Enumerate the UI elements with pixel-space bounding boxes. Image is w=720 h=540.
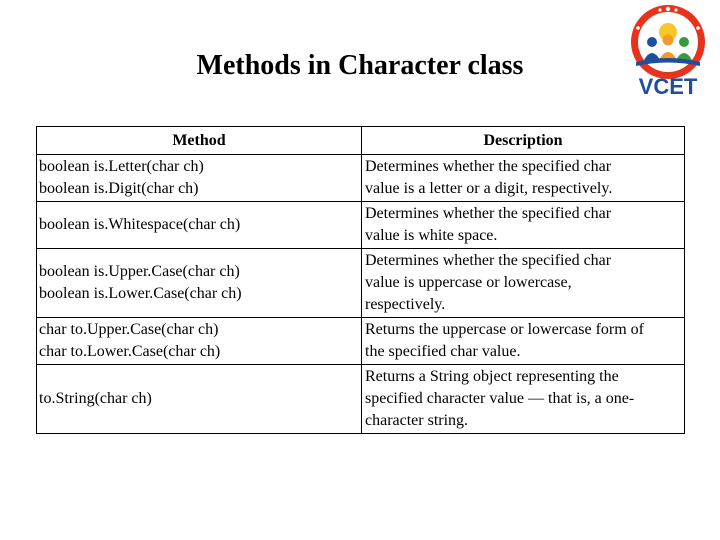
methods-table	[36, 126, 685, 434]
method-signature: to.String(char ch)	[39, 390, 152, 407]
method-cell	[37, 318, 362, 365]
slide-title: Methods in Character class	[196, 50, 524, 81]
table-row	[37, 365, 685, 434]
header-description: Description	[362, 127, 685, 155]
description-line: Determines whether the specified char	[365, 252, 612, 269]
method-cell	[37, 249, 362, 318]
method-cell	[37, 155, 362, 202]
description-cell	[362, 202, 685, 249]
method-signature: boolean is.Lower.Case(char ch)	[39, 285, 242, 302]
description-cell	[362, 155, 685, 202]
description-line: Determines whether the specified char	[365, 158, 612, 175]
description-line: Returns a String object representing the	[365, 368, 619, 385]
description-line: value is a letter or a digit, respectively.	[365, 180, 613, 197]
description-line: value is white space.	[365, 227, 498, 244]
description-line: Determines whether the specified char	[365, 205, 612, 222]
description-line: value is uppercase or lowercase,	[365, 274, 572, 291]
description-line: character string.	[365, 412, 469, 429]
description-line: respectively.	[365, 296, 446, 313]
method-signature: char to.Lower.Case(char ch)	[39, 343, 221, 360]
description-line: specified character value — that is, a one-	[365, 390, 635, 407]
method-cell	[37, 202, 362, 249]
table-row	[37, 202, 685, 249]
header-method: Method	[37, 127, 362, 155]
description-line: the specified char value.	[365, 343, 521, 360]
method-signature: boolean is.Upper.Case(char ch)	[39, 263, 240, 280]
table-row	[37, 249, 685, 318]
vcet-logo	[618, 2, 718, 100]
table-header-row	[37, 127, 685, 155]
method-signature: boolean is.Letter(char ch)	[39, 158, 204, 175]
table-row	[37, 318, 685, 365]
description-cell	[362, 249, 685, 318]
table-row	[37, 155, 685, 202]
description-line: Returns the uppercase or lowercase form of	[365, 321, 644, 338]
method-signature: boolean is.Digit(char ch)	[39, 180, 199, 197]
method-signature: char to.Upper.Case(char ch)	[39, 321, 219, 338]
method-cell	[37, 365, 362, 434]
method-signature: boolean is.Whitespace(char ch)	[39, 216, 241, 233]
description-cell	[362, 318, 685, 365]
description-cell	[362, 365, 685, 434]
logo-text: VCET	[638, 74, 698, 99]
